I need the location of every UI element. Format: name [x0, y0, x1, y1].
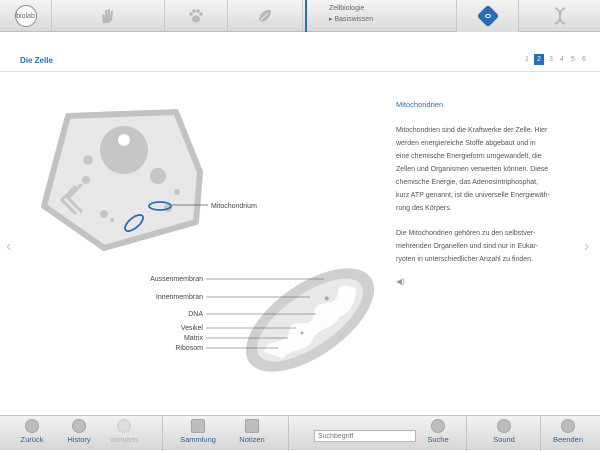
text-line: werden energiereiche Stoffe abgebaut und in	[396, 140, 536, 147]
label-dna: DNA	[188, 311, 203, 318]
text-line: rung des Körpers.	[396, 205, 452, 212]
forward-label: Vorwärts	[109, 435, 139, 444]
divider	[466, 416, 467, 451]
cell-illustration	[0, 80, 380, 380]
label-vesikel: Vesikel	[180, 325, 203, 332]
text-line: Die Mitochondrien gehören zu den selbstver-	[396, 230, 536, 237]
dna-icon	[551, 6, 569, 26]
power-icon	[561, 419, 575, 433]
text-line: kurz ATP genannt, ist die universelle Energiewäh-	[396, 192, 550, 199]
page-6[interactable]: 6	[582, 56, 586, 63]
history-label: History	[67, 435, 91, 444]
forward-button[interactable]	[102, 418, 146, 450]
tab-animal[interactable]	[165, 0, 228, 32]
page-5[interactable]: 5	[571, 56, 575, 63]
collection-button[interactable]	[176, 418, 220, 450]
text-line: mehrenden Organellen und sind nur in Eukar-	[396, 243, 539, 250]
paw-icon	[187, 7, 205, 25]
cell-icon	[476, 5, 499, 28]
next-page-arrow[interactable]: ›	[584, 238, 590, 255]
sound-button[interactable]	[482, 418, 526, 450]
text-line: eine chemische Energieform umgewandelt, die	[396, 153, 542, 160]
pager	[523, 54, 588, 65]
page-header	[0, 48, 600, 72]
tab-plant[interactable]	[228, 0, 303, 32]
notes-button[interactable]	[230, 418, 274, 450]
page-4[interactable]: 4	[560, 56, 564, 63]
nucleus	[100, 126, 148, 174]
info-title: Mitochondrien	[396, 100, 444, 109]
search-input[interactable]	[314, 430, 416, 442]
folder-icon	[191, 419, 205, 433]
bottom-toolbar	[0, 415, 600, 450]
biolab-logo: biolab	[15, 5, 37, 27]
leaf-icon	[256, 7, 274, 25]
divider	[540, 416, 541, 451]
label-matrix: Matrix	[183, 335, 203, 342]
tab-dna[interactable]	[518, 0, 600, 32]
page-title: Die Zelle	[20, 56, 53, 65]
logo-cell[interactable]	[0, 0, 52, 32]
info-paragraph-2	[396, 227, 568, 266]
tab-hand[interactable]	[52, 0, 165, 32]
label-ribosom: Ribosom	[175, 345, 203, 352]
breadcrumb-subsection[interactable]: ▸ Basiswissen	[329, 16, 373, 23]
back-label: Zurück	[20, 435, 44, 444]
text-line: chemische Energie, das Adenosintriphosphat,	[396, 179, 539, 186]
label-innenmembran: Innenmembran	[155, 294, 203, 301]
breadcrumb-section: Zellbiologie	[329, 5, 365, 12]
search-label: Suche	[427, 435, 449, 444]
forward-arrow-icon	[117, 419, 131, 433]
speaker-icon[interactable]: ◀)	[396, 277, 405, 286]
back-button[interactable]	[10, 418, 54, 450]
quit-button[interactable]	[546, 418, 590, 450]
divider	[288, 416, 289, 451]
clock-icon	[72, 419, 86, 433]
note-icon	[245, 419, 259, 433]
magnifier-icon	[431, 419, 445, 433]
hand-icon	[99, 7, 117, 25]
notes-label: Notizen	[239, 435, 265, 444]
sound-label: Sound	[493, 435, 515, 444]
breadcrumb	[305, 0, 455, 32]
search-button[interactable]	[416, 418, 460, 450]
page-1[interactable]: 1	[525, 56, 529, 63]
quit-label: Beenden	[552, 435, 584, 444]
label-aussenmembran: Aussenmembran	[150, 276, 203, 283]
mitochondrium-label: Mitochondrium	[211, 203, 257, 210]
page-2-current[interactable]: 2	[534, 54, 544, 65]
speaker-icon	[497, 419, 511, 433]
top-toolbar	[0, 0, 600, 32]
text-line: Mitochondrien sind die Kraftwerke der Zelle. Hier	[396, 127, 548, 134]
nucleolus	[118, 134, 130, 146]
text-line: Zellen und Organismen verwerten können. Diese	[396, 166, 549, 173]
history-button[interactable]	[57, 418, 101, 450]
text-line: ryoten in unterschiedlicher Anzahl zu finden.	[396, 256, 533, 263]
tab-cell-active[interactable]	[456, 0, 518, 32]
info-paragraph-1	[396, 124, 568, 215]
page-3[interactable]: 3	[549, 56, 553, 63]
back-arrow-icon	[25, 419, 39, 433]
collection-label: Sammlung	[180, 435, 216, 444]
prev-page-arrow[interactable]: ‹	[6, 238, 12, 255]
divider	[162, 416, 163, 451]
